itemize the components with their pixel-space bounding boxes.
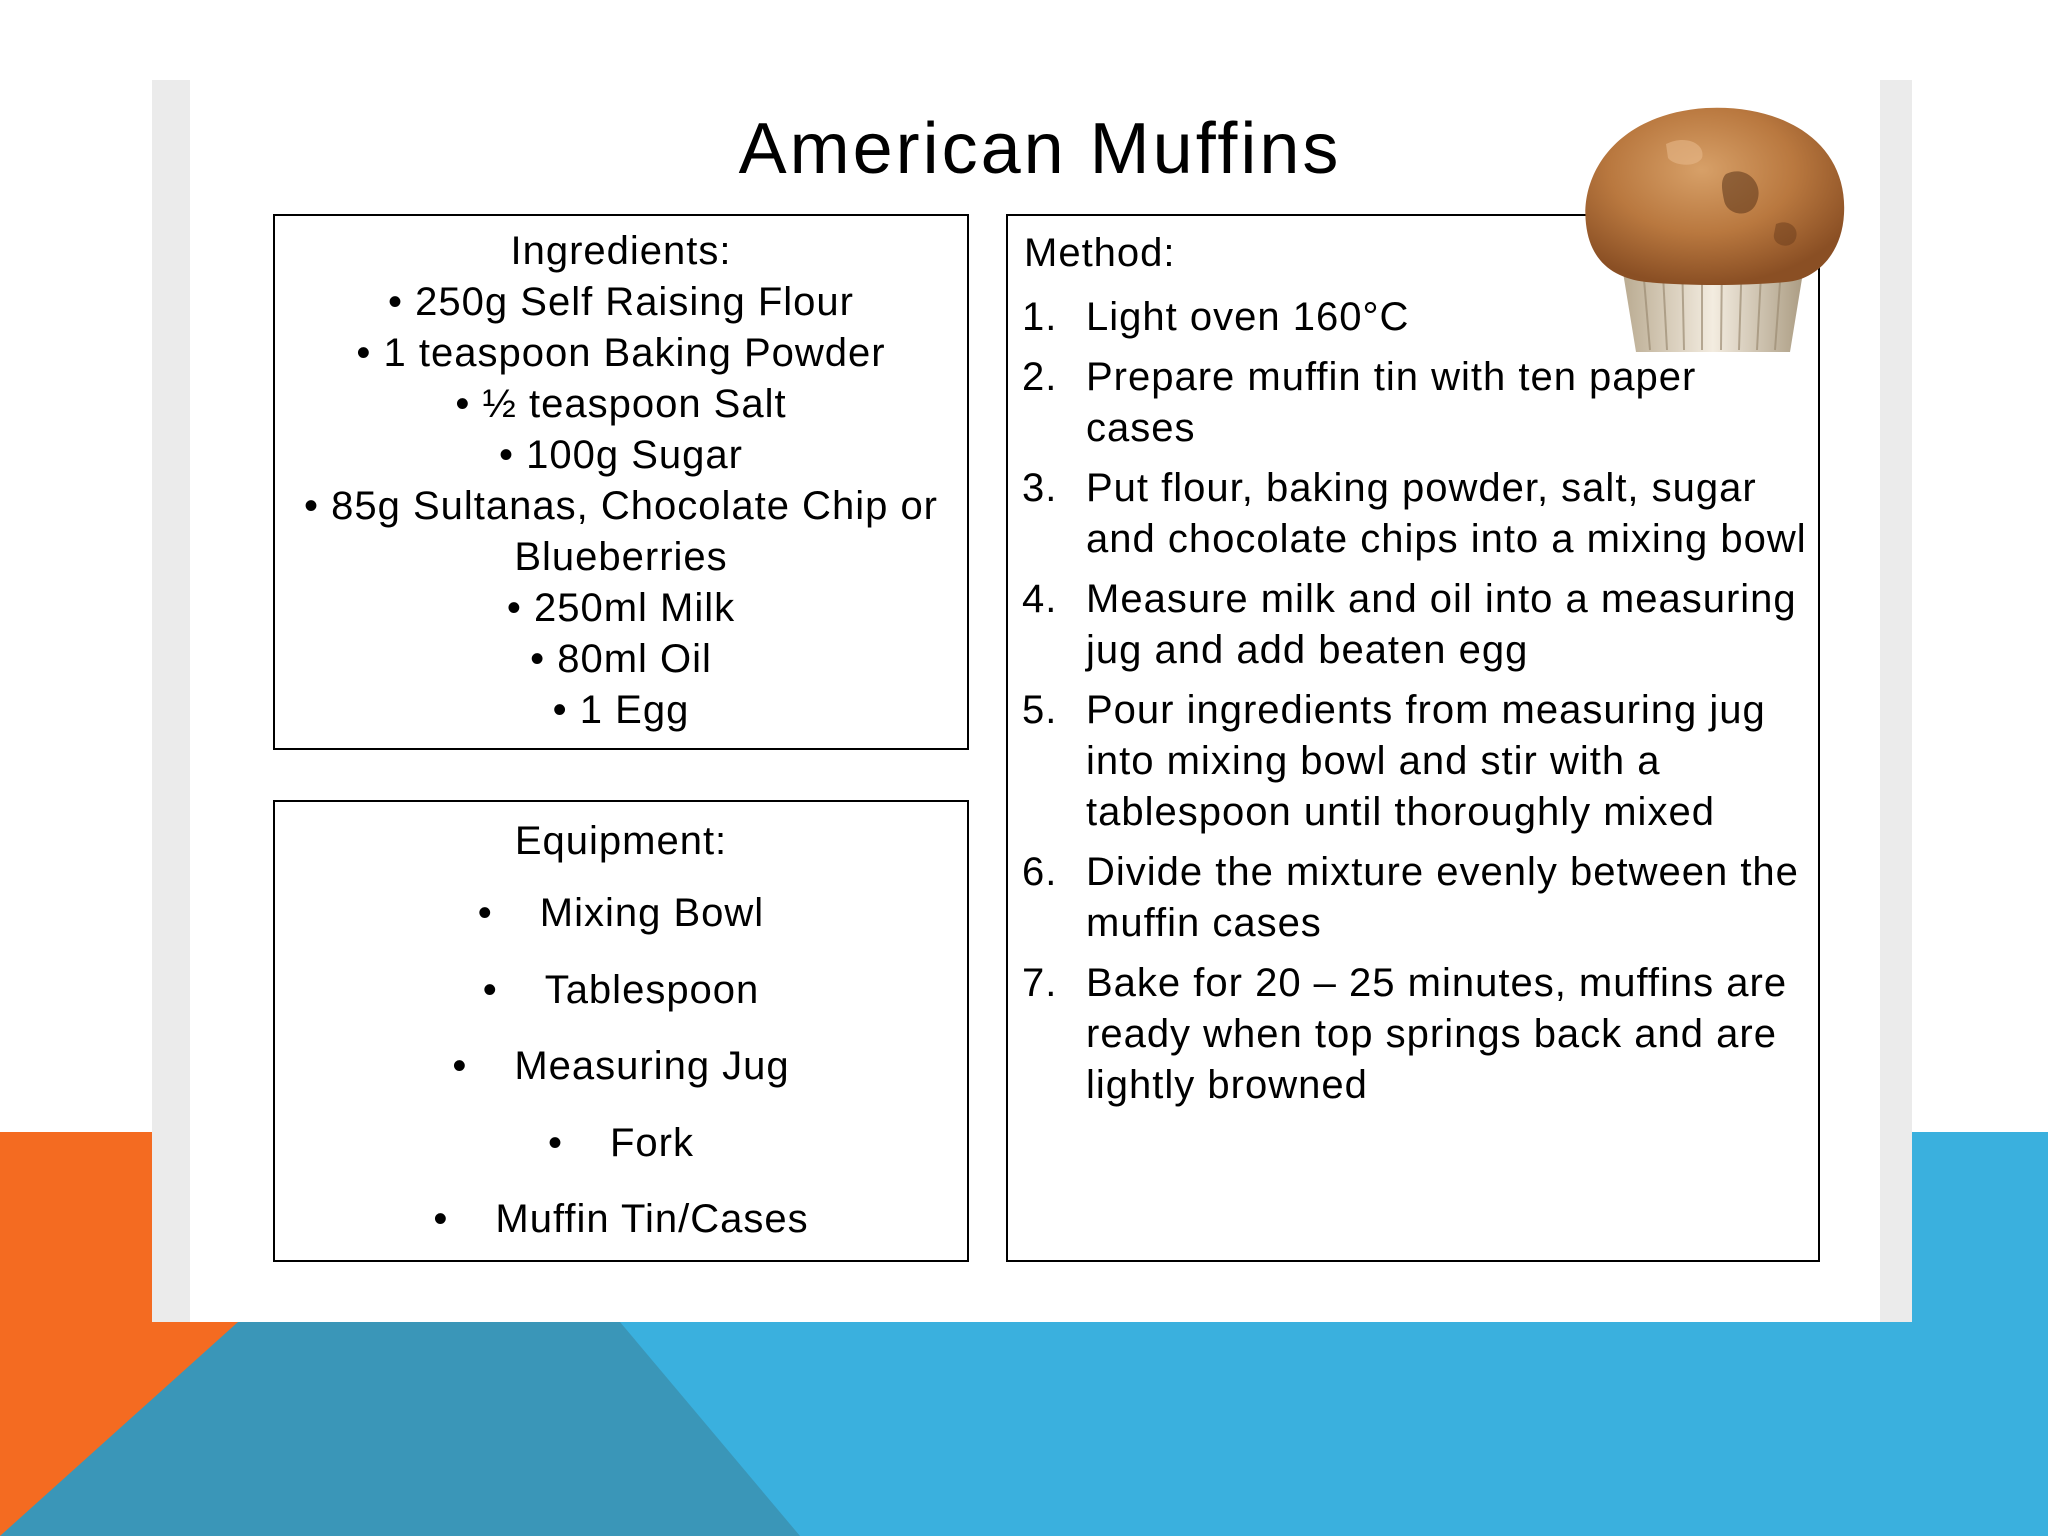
step-number: 1. — [1022, 295, 1058, 339]
step-text: Put flour, baking powder, salt, sugar and chocolate chips into a mixing bowl — [1086, 466, 1807, 561]
equipment-box — [273, 800, 969, 1262]
ingredient-item: • 80ml Oil — [530, 637, 712, 681]
step-number: 6. — [1022, 850, 1058, 894]
equipment-item-label: Fork — [610, 1120, 694, 1165]
method-box — [1006, 214, 1820, 1262]
method-step — [1022, 958, 1812, 1111]
step-number: 2. — [1022, 355, 1058, 399]
bullet-icon: • — [452, 1044, 468, 1088]
ingredient-item: • 1 teaspoon Baking Powder — [356, 331, 886, 375]
equipment-item-label: Tablespoon — [544, 967, 760, 1012]
ingredients-heading: Ingredients: — [510, 229, 732, 273]
equipment-list — [275, 888, 967, 1271]
step-text: Prepare muffin tin with ten paper cases — [1086, 355, 1697, 450]
step-number: 7. — [1022, 961, 1058, 1005]
equipment-item-label: Mixing Bowl — [539, 891, 765, 935]
method-step — [1022, 685, 1812, 838]
method-heading: Method: — [1024, 231, 1176, 275]
ingredient-item: • ½ teaspoon Salt — [455, 382, 787, 426]
list-item — [275, 1194, 967, 1271]
step-number: 5. — [1022, 688, 1058, 732]
step-number: 4. — [1022, 577, 1058, 621]
ingredient-item: • 250g Self Raising Flour — [388, 280, 854, 324]
ingredient-item: • 85g Sultanas, Chocolate Chip or Blueberries — [303, 484, 939, 579]
step-text: Divide the mixture evenly between the muffin cases — [1086, 850, 1799, 945]
list-item — [275, 888, 967, 965]
muffin-photo — [1576, 104, 1850, 358]
step-text: Bake for 20 – 25 minutes, muffins are ready when top springs back and are lightly browned — [1086, 961, 1788, 1107]
bullet-icon: • — [433, 1197, 449, 1241]
step-number: 3. — [1022, 466, 1058, 510]
list-item — [275, 1041, 967, 1118]
bullet-icon: • — [477, 891, 493, 935]
ingredients-box — [273, 214, 969, 750]
ingredient-item: • 1 Egg — [552, 688, 690, 732]
method-step — [1022, 574, 1812, 676]
list-item — [275, 965, 967, 1042]
equipment-item-label: Measuring Jug — [514, 1044, 790, 1088]
step-text: Measure milk and oil into a measuring jug and add beaten egg — [1086, 577, 1797, 672]
equipment-heading: Equipment: — [514, 819, 728, 863]
step-text: Light oven 160°C — [1086, 295, 1410, 339]
method-step — [1022, 847, 1812, 949]
step-text: Pour ingredients from measuring jug into mixing bowl and stir with a tablespoon until thoroughly mixed — [1086, 688, 1766, 834]
bullet-icon: • — [482, 967, 498, 1012]
bullet-icon: • — [548, 1120, 564, 1165]
ingredient-item: • 250ml Milk — [506, 586, 736, 630]
method-step — [1022, 463, 1812, 565]
equipment-item-label: Muffin Tin/Cases — [495, 1197, 809, 1241]
method-steps — [1022, 292, 1812, 1120]
ingredient-item: • 100g Sugar — [499, 433, 743, 477]
page-title: American Muffins — [738, 109, 1342, 189]
method-step — [1022, 352, 1812, 454]
list-item — [275, 1118, 967, 1195]
